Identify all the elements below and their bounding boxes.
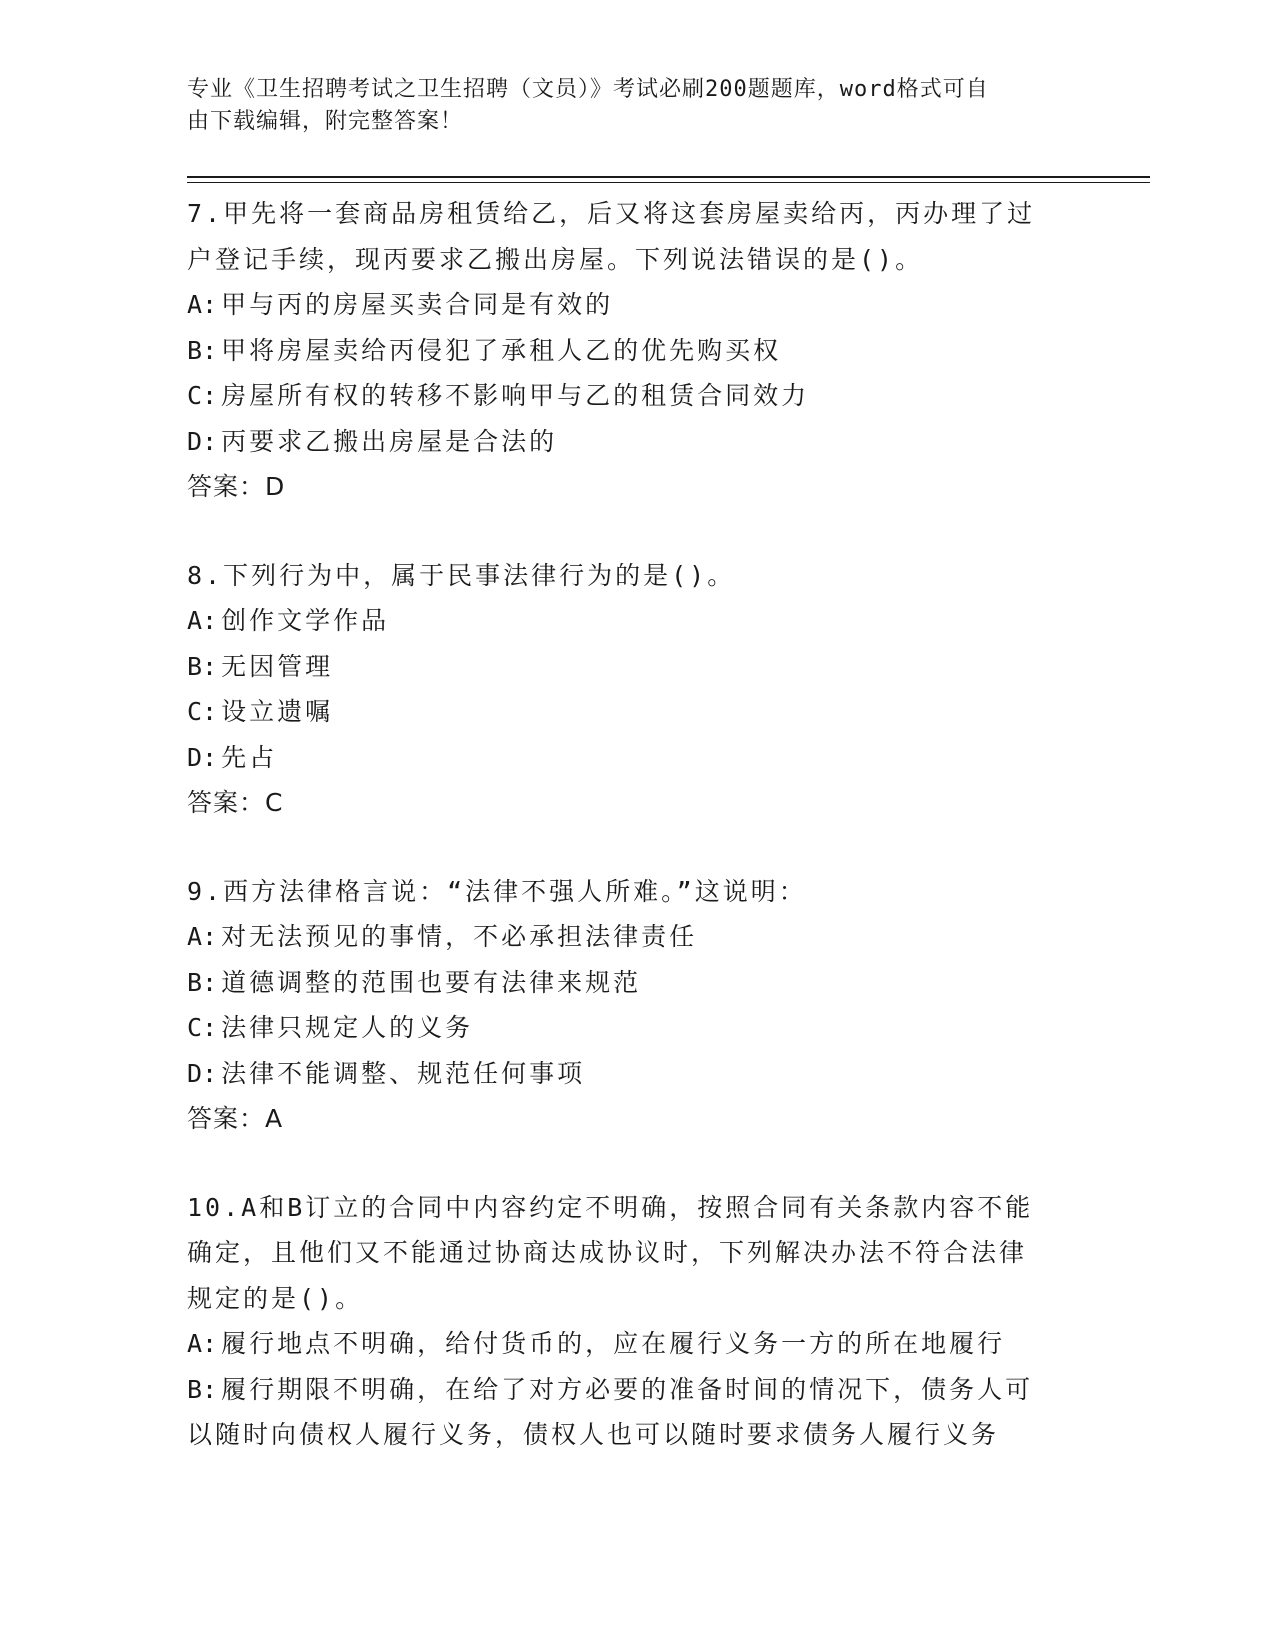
- option-text: 履行期限不明确，在给了对方必要的准备时间的情况下，债务人可: [221, 1374, 1034, 1404]
- option-b: [187, 960, 1067, 1006]
- option-letter: A:: [187, 922, 218, 951]
- option-a: [187, 598, 1067, 644]
- answer-line: 答案：A: [187, 1104, 284, 1133]
- header-divider: [187, 176, 1150, 178]
- option-c: [187, 1005, 1067, 1051]
- option-letter: B:: [187, 967, 218, 997]
- answer-line: 答案：D: [187, 472, 286, 501]
- header-line: 专业《卫生招聘考试之卫生招聘（文员）》考试必刷200题题库，word格式可自: [187, 77, 989, 102]
- question-9: [187, 869, 1067, 1142]
- option-text: 对无法预见的事情，不必承担法律责任: [221, 922, 698, 951]
- option-letter: A:: [187, 606, 218, 635]
- option-a: [187, 914, 1067, 960]
- option-d: [187, 1051, 1067, 1097]
- option-c: [187, 689, 1067, 735]
- option-letter: D:: [187, 742, 218, 772]
- option-letter: B:: [187, 335, 218, 365]
- option-a: [187, 1321, 1067, 1367]
- option-text: 履行地点不明确，给付货币的，应在履行义务一方的所在地履行: [221, 1329, 1006, 1358]
- option-letter: D:: [187, 426, 218, 456]
- option-letter: C:: [187, 1013, 218, 1042]
- option-continuation: 以随时向债权人履行义务，债权人也可以随时要求债务人履行义务: [187, 1420, 1000, 1449]
- option-letter: C:: [187, 381, 218, 410]
- option-letter: A:: [187, 290, 218, 319]
- question-stem: 7.甲先将一套商品房租赁给乙，后又将这套房屋卖给丙，丙办理了过: [187, 199, 1036, 228]
- question-list: [187, 191, 1067, 1501]
- option-b: [187, 328, 1067, 374]
- question-stem: 10.A和B订立的合同中内容约定不明确，按照合同有关条款内容不能: [187, 1192, 1034, 1222]
- option-letter: D:: [187, 1058, 218, 1088]
- option-text: 无因管理: [221, 651, 334, 681]
- option-c: [187, 373, 1067, 419]
- option-d: [187, 419, 1067, 465]
- option-text: 丙要求乙搬出房屋是合法的: [221, 426, 558, 456]
- option-b: [187, 1367, 1067, 1413]
- option-letter: C:: [187, 697, 218, 726]
- question-stem: 确定，且他们又不能通过协商达成协议时，下列解决办法不符合法律: [187, 1238, 1028, 1267]
- header-divider-thin: [187, 182, 1150, 183]
- document-header: [187, 74, 1067, 138]
- option-text: 先占: [221, 742, 278, 772]
- option-text: 法律不能调整、规范任何事项: [221, 1058, 586, 1088]
- question-10: [187, 1185, 1067, 1458]
- answer-line: 答案：C: [187, 788, 284, 817]
- option-text: 法律只规定人的义务: [221, 1013, 474, 1042]
- option-letter: B:: [187, 1374, 218, 1404]
- option-letter: A:: [187, 1329, 218, 1358]
- option-text: 道德调整的范围也要有法律来规范: [221, 967, 642, 997]
- option-b: [187, 644, 1067, 690]
- option-text: 设立遗嘱: [221, 697, 334, 726]
- question-stem: 户登记手续，现丙要求乙搬出房屋。下列说法错误的是()。: [187, 244, 924, 274]
- question-8: [187, 553, 1067, 826]
- option-d: [187, 735, 1067, 781]
- question-7: [187, 191, 1067, 510]
- question-stem: 规定的是()。: [187, 1283, 364, 1313]
- option-a: [187, 282, 1067, 328]
- option-text: 房屋所有权的转移不影响甲与乙的租赁合同效力: [221, 381, 810, 410]
- option-text: 甲将房屋卖给丙侵犯了承租人乙的优先购买权: [221, 335, 782, 365]
- option-letter: B:: [187, 651, 218, 681]
- question-stem: 9.西方法律格言说：“法律不强人所难。”这说明：: [187, 876, 807, 906]
- option-text: 创作文学作品: [221, 606, 390, 635]
- option-text: 甲与丙的房屋买卖合同是有效的: [221, 290, 614, 319]
- question-stem: 8.下列行为中，属于民事法律行为的是()。: [187, 560, 736, 590]
- header-line: 由下载编辑，附完整答案！: [187, 109, 464, 134]
